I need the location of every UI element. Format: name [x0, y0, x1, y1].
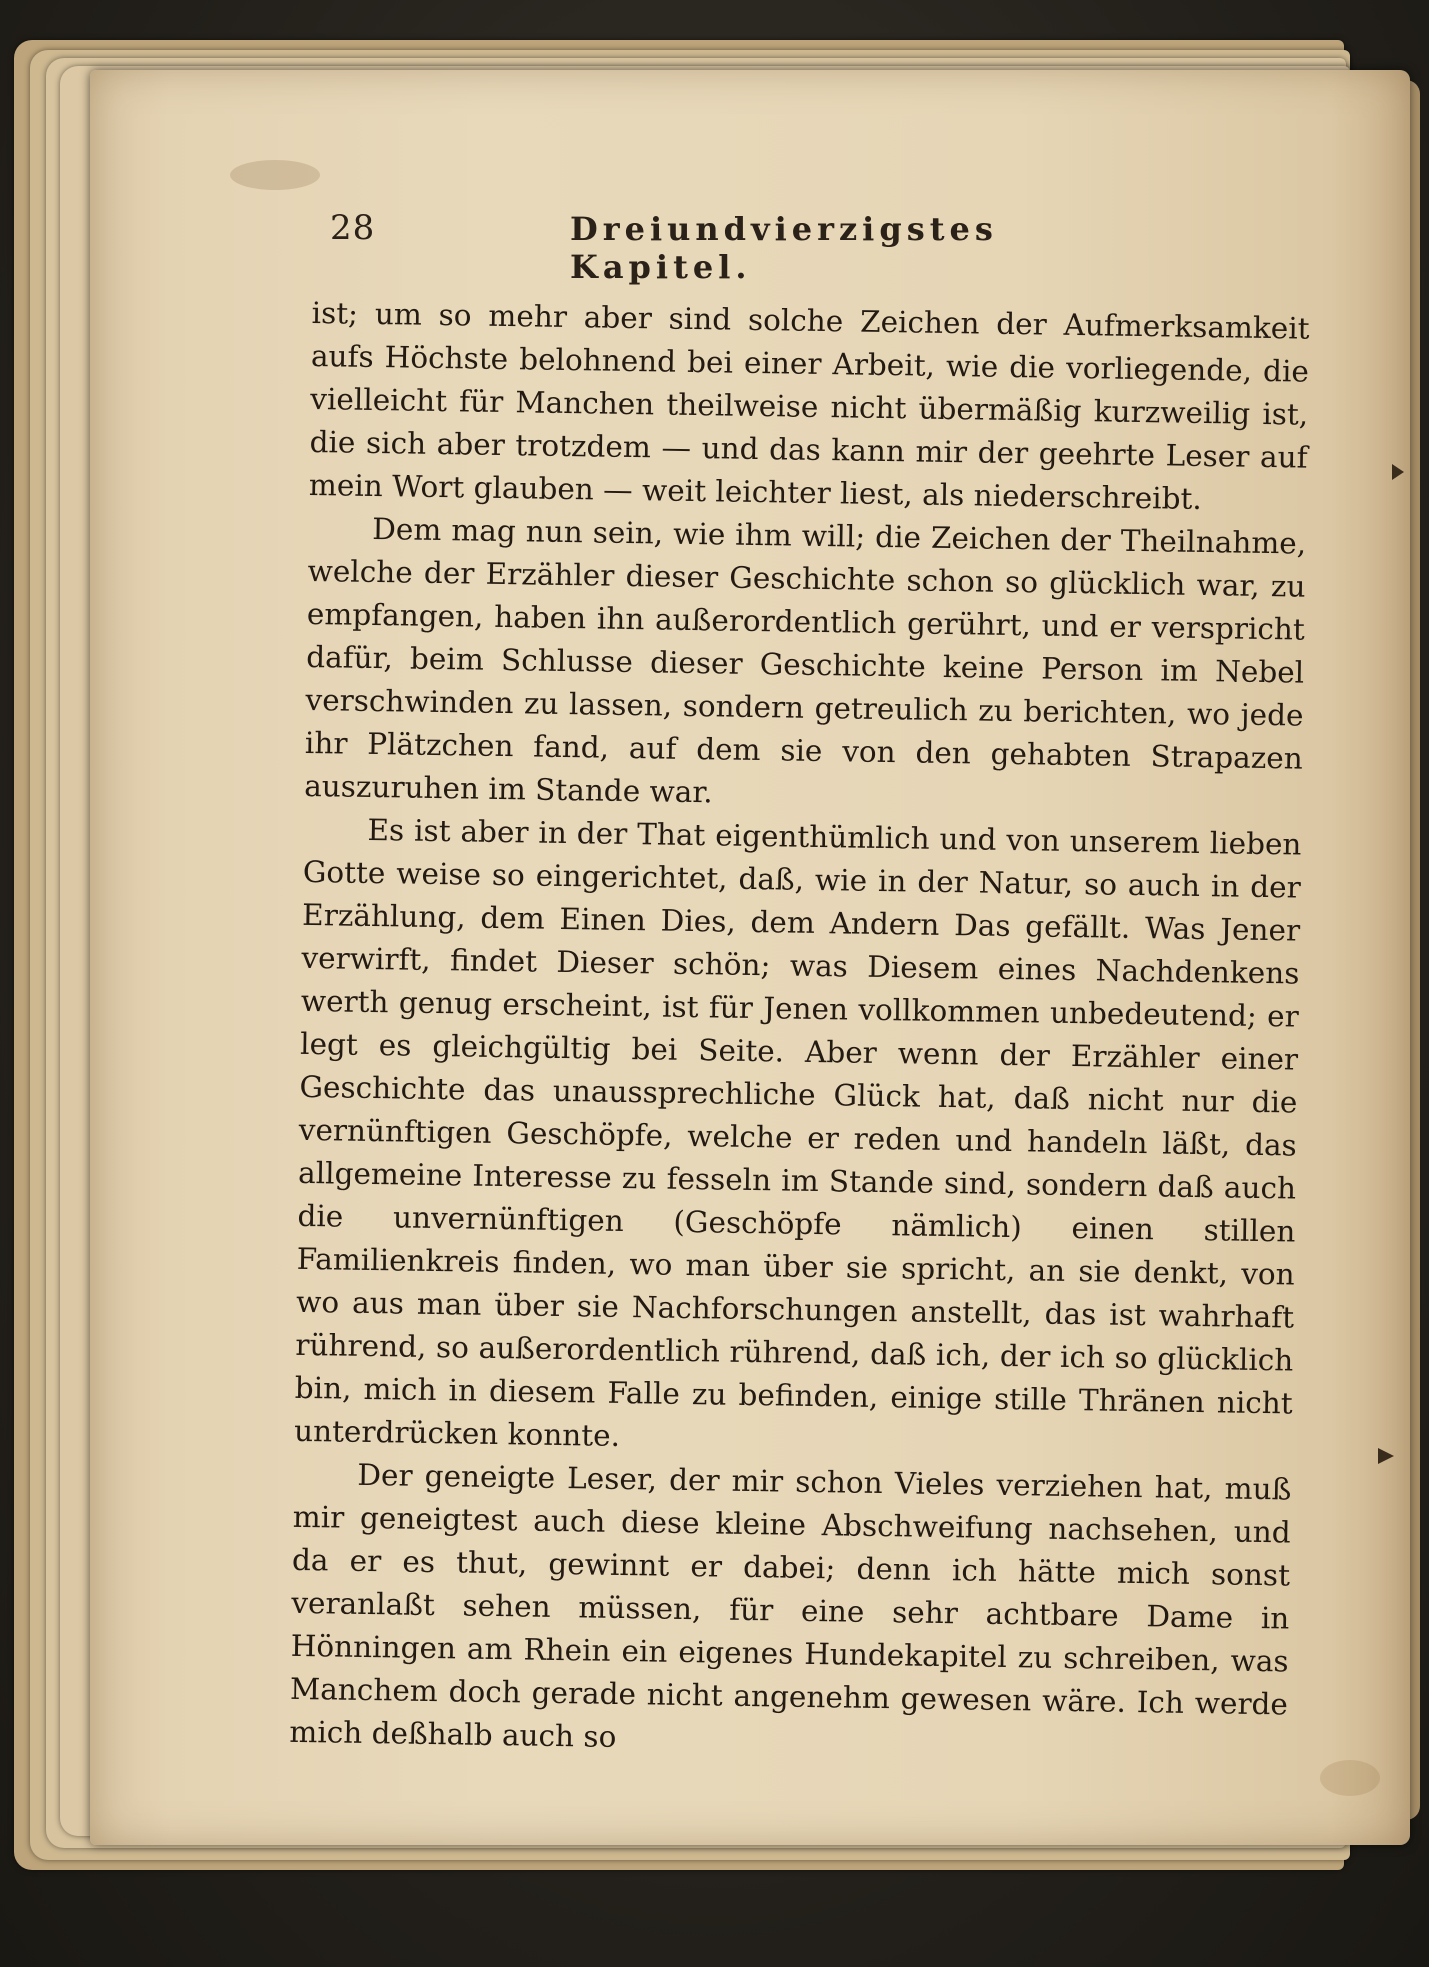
- margin-mark: [1392, 464, 1404, 480]
- paper-stain: [230, 160, 320, 190]
- running-head: Dreiundvierzigstes Kapitel.: [570, 210, 998, 286]
- paragraph: Es ist aber in der That eigenthümlich und von unserem lieben Gotte weise so eingerichtet, daß, wie in der Natur, so auch in der Erzählung, dem Einen Dies, dem Andern Das gefällt. Was Jener verwirft, findet Dieser schön; was Diesem eines Nachdenkens werth genug erscheint, ist für Jenen vollkommen unbedeutend; er legt es gleichgültig bei Seite. Aber wenn der Erzähler einer Geschichte das unaussprechliche Glück hat, daß nicht nur die vernünftigen Geschöpfe, welche er reden und handeln läßt, das allgemeine Interesse zu fesseln im Stande sind, sondern daß auch die unvernünftigen (Geschöpfe nämlich) einen stillen Familienkreis finden, wo man über sie spricht, an sie denkt, von wo aus man über sie Nachforschungen anstellt, das ist wahrhaft rührend, so außerordentlich rührend, daß ich, der ich so glücklich bin, mich in diesem Falle zu befinden, einige stille Thränen nicht unterdrücken konnte.: [293, 812, 1302, 1453]
- page-number: 28: [330, 208, 376, 248]
- paragraph: Dem mag nun sein, wie ihm will; die Zeichen der Theilnahme, welche der Erzähler dieser Geschichte schon so glücklich war, zu empfangen, haben ihn außerordentlich gerührt, und er verspricht dafür, beim Schlusse dieser Geschichte keine Person im Nebel verschwinden zu lassen, sondern getreulich zu berichten, wo jede ihr Plätzchen fand, auf dem sie von den gehabten Strapazen auszuruhen im Stande war.: [303, 511, 1307, 810]
- page-header: [330, 208, 1070, 286]
- paper-stain: [1320, 1760, 1380, 1796]
- paragraph: ist; um so mehr aber sind solche Zeichen der Aufmerksamkeit aufs Höchste belohnend bei einer Arbeit, wie die vorliegende, die vielleicht für Manchen theilweise nicht übermäßig kurzweilig ist, die sich aber trotzdem — und das kann mir der geehrte Leser auf mein Wort glauben — weit leichter liest, als niederschreibt.: [308, 295, 1310, 516]
- paragraph: Der geneigte Leser, der mir schon Vieles verziehen hat, muß mir geneigtest auch diese kleine Abschweifung nachsehen, und da er es thut, gewinnt er dabei; denn ich hätte mich sonst veranlaßt sehen müssen, für eine sehr achtbare Dame in Hönningen am Rhein ein eigenes Hundekapitel zu schreiben, was Manchem doch gerade nicht angenehm gewesen wäre. Ich werde mich deßhalb auch so: [289, 1457, 1292, 1754]
- margin-mark: [1378, 1448, 1394, 1464]
- body-text: [289, 292, 1310, 1769]
